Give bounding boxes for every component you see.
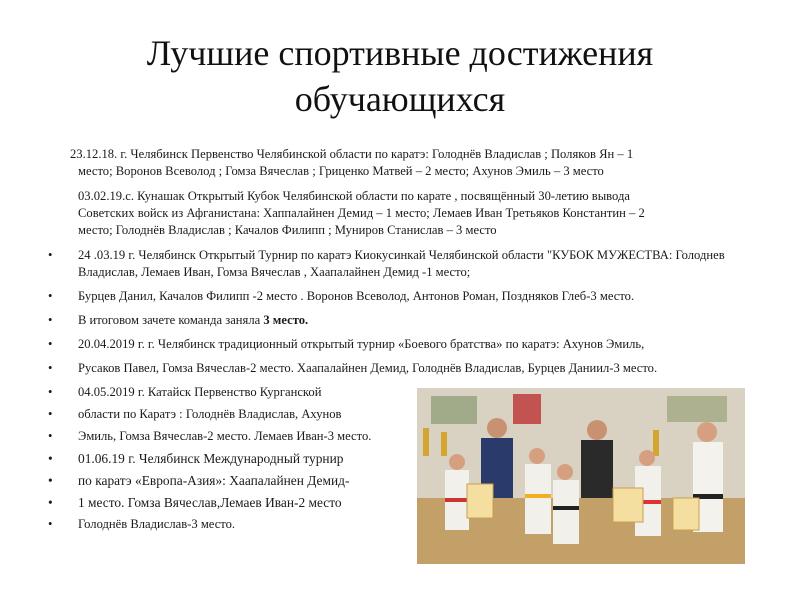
team-place-text: 3 место. xyxy=(263,313,309,327)
bullet-icon: • xyxy=(48,361,53,375)
list-item xyxy=(30,360,742,377)
bullet-icon: • xyxy=(48,313,53,327)
list-item xyxy=(30,336,742,353)
list-item-text: Голоднёв Владислав-3 место. xyxy=(78,517,236,531)
paragraph-line: Советских войск из Афганистана: Хаппалайнен Демид – 1 место; Лемаев Иван Третьяков Константин – 2 xyxy=(78,206,645,220)
paragraph-line: место; Голоднёв Владислав ; Качалов Филипп ; Муниров Станислав – 3 место xyxy=(78,223,497,237)
list-item-text: по каратэ «Европа-Азия»: Хаапалайнен Демид- xyxy=(78,473,350,488)
bullet-icon: • xyxy=(48,248,53,262)
bullet-icon: • xyxy=(48,473,53,488)
list-item-text: 04.05.2019 г. Катайск Первенство Курганской xyxy=(78,385,322,399)
list-item-text: 01.06.19 г. Челябинск Международный турнир xyxy=(78,451,344,466)
bullet-icon: • xyxy=(48,337,53,351)
bullet-icon: • xyxy=(48,407,53,421)
paragraph-kunashak-cup xyxy=(30,188,742,239)
list-item-text: 20.04.2019 г. г. Челябинск традиционный открытый турнир «Боевого братства» по каратэ: Ахунов Эмиль, xyxy=(78,337,645,351)
bullet-icon: • xyxy=(48,517,53,531)
slide-title: Лучшие спортивные достижения обучающихся xyxy=(146,33,654,119)
bullet-icon: • xyxy=(48,451,53,466)
list-item xyxy=(30,288,742,305)
list-item-text: Бурцев Данил, Качалов Филипп -2 место . Воронов Всеволод, Антонов Роман, Поздняков Глеб-3 место. xyxy=(78,289,635,303)
bullet-icon: • xyxy=(48,429,53,443)
bullet-icon: • xyxy=(48,385,53,399)
list-item-text: Эмиль, Гомза Вячеслав-2 место. Лемаев Иван-3 место. xyxy=(78,429,372,443)
paragraph-line: 03.02.19.с. Кунашак Открытый Кубок Челябинской области по карате , посвящённый 30-летию вывода xyxy=(78,189,630,203)
list-item xyxy=(30,312,742,329)
team-photo-illustration xyxy=(417,388,745,564)
bullet-icon: • xyxy=(48,289,53,303)
paragraph-line: место; Воронов Всеволод ; Гомза Вячеслав ; Гриценко Матвей – 2 место; Ахунов Эмиль – 3 место xyxy=(78,164,604,178)
team-photo xyxy=(417,388,745,564)
list-item-text: Русаков Павел, Гомза Вячеслав-2 место. Хаапалайнен Демид, Голоднёв Владислав, Бурцев Даниил-3 место. xyxy=(78,361,658,375)
bullet-icon: • xyxy=(48,495,53,510)
paragraph-line: 23.12.18. г. Челябинск Первенство Челябинской области по каратэ: Голоднёв Владислав ; Поляков Ян – 1 xyxy=(70,147,634,161)
list-item-text: 1 место. Гомза Вячеслав,Лемаев Иван-2 место xyxy=(78,495,342,510)
list-item xyxy=(30,247,742,281)
paragraph-chelyabinsk-championship xyxy=(30,146,742,180)
list-item-text: В итоговом зачете команда заняла xyxy=(78,313,264,327)
list-item-text: 24 .03.19 г. Челябинск Открытый Турнир по каратэ Киокусинкай Челябинской области "КУБОК МУЖЕСТВА: Голоднев Владислав, Лемаев Иван, Гомза Вячеслав , Хаапалайнен Демид -1 место; xyxy=(78,248,725,279)
list-item-text: области по Каратэ : Голоднёв Владислав, Ахунов xyxy=(78,407,342,421)
